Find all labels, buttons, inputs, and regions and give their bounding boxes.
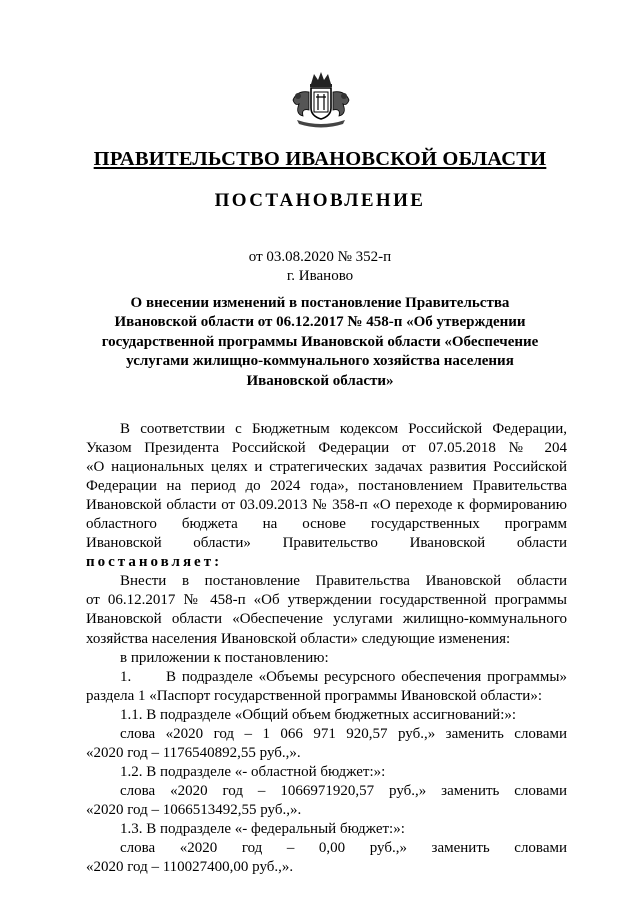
- subject-line: Ивановской области от 06.12.2017 № 458-п «Об утверждении: [114, 314, 526, 331]
- body-line: Внести в постановление Правительства Ивановской области: [120, 573, 567, 590]
- body-line: «О национальных целях и стратегических задачах развития Российской: [86, 459, 567, 476]
- item-1-3-heading: 1.3. В подразделе «- федеральный бюджет:»:: [120, 820, 405, 837]
- body-line: хозяйства населения Ивановской области» следующие изменения:: [86, 630, 511, 647]
- document-body: [86, 420, 567, 877]
- body-line: Указом Президента Российской Федерации от 07.05.2018 № 204: [86, 440, 567, 457]
- ivanovo-coat-of-arms-icon: [289, 70, 353, 128]
- item-1-line: 1. В подразделе «Объемы ресурсного обеспечения программы»: [120, 668, 567, 685]
- document-date-block: [0, 248, 640, 286]
- item-1-line: раздела 1 «Паспорт государственной программы Ивановской области»:: [86, 687, 542, 704]
- subject-line: О внесении изменений в постановление Правительства: [130, 295, 510, 311]
- document-subject: [100, 294, 540, 391]
- date-number: от 03.08.2020 № 352-п: [248, 249, 392, 265]
- body-line: в приложении к постановлению:: [120, 649, 329, 666]
- item-1-1-line: «2020 год – 1176540892,55 руб.,».: [86, 744, 301, 761]
- body-line: Федерации на период до 2024 года», постановлением Правительства: [86, 478, 567, 495]
- body-line: областного бюджета на основе государственных программ: [86, 516, 567, 533]
- subject-line: Ивановской области»: [246, 372, 394, 389]
- item-1-1-heading: 1.1. В подразделе «Общий объем бюджетных ассигнований:»:: [120, 706, 517, 723]
- body-line: Ивановской области «Обеспечение услугами жилищно-коммунального: [86, 611, 567, 628]
- item-1-1-line: слова «2020 год – 1 066 971 920,57 руб.,» заменить словами: [120, 725, 567, 742]
- item-1-2-line: слова «2020 год – 1066971920,57 руб.,» заменить словами: [120, 782, 567, 799]
- body-line: Ивановской области» Правительство Ивановской области: [86, 535, 567, 552]
- body-line: Ивановской области от 03.09.2013 № 358-п «О переходе к формированию: [86, 497, 567, 514]
- body-line: В соответствии с Бюджетным кодексом Российской Федерации,: [120, 421, 567, 437]
- body-line: от 06.12.2017 № 458-п «Об утверждении государственной программы: [86, 592, 567, 609]
- document-kind: ПОСТАНОВЛЕНИЕ: [214, 190, 426, 211]
- resolves-word: постановляет:: [86, 554, 223, 571]
- item-1-2-line: «2020 год – 1066513492,55 руб.,».: [86, 801, 302, 818]
- subject-line: услугами жилищно-коммунального хозяйства населения: [126, 353, 514, 370]
- subject-line: государственной программы Ивановской области «Обеспечение: [101, 333, 539, 350]
- city: г. Иваново: [286, 268, 354, 284]
- item-1-3-line: слова «2020 год – 0,00 руб.,» заменить словами: [120, 840, 567, 857]
- government-title: ПРАВИТЕЛЬСТВО ИВАНОВСКОЙ ОБЛАСТИ: [93, 148, 547, 170]
- item-1-3-line: «2020 год – 110027400,00 руб.,».: [86, 859, 294, 876]
- item-1-2-heading: 1.2. В подразделе «- областной бюджет:»:: [120, 763, 386, 780]
